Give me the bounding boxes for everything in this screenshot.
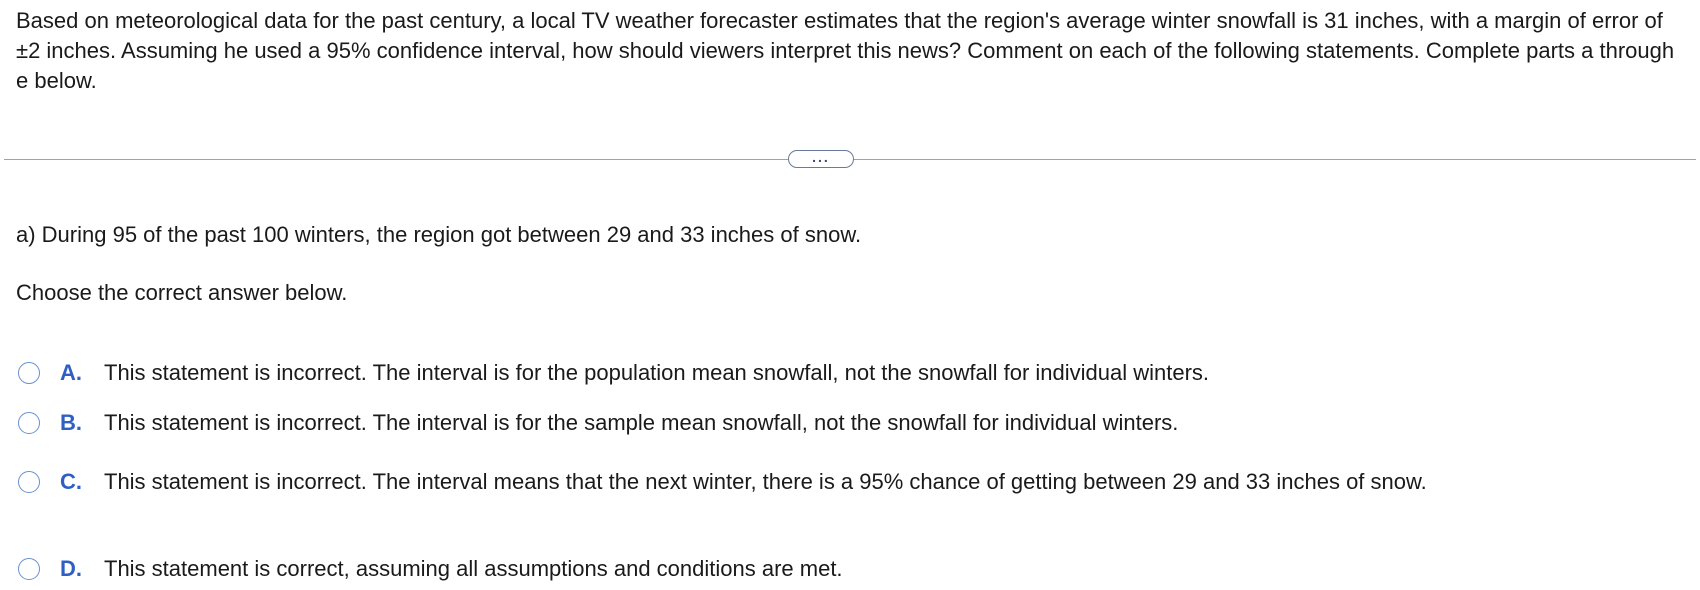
show-more-button[interactable] <box>788 150 854 168</box>
option-c-radio[interactable] <box>18 471 40 493</box>
option-b-letter: B. <box>60 410 82 435</box>
option-d-radio[interactable] <box>18 558 40 580</box>
option-d-text: This statement is correct, assuming all assumptions and conditions are met. <box>104 556 843 581</box>
option-d-letter: D. <box>60 556 82 581</box>
more-dots-label: ... <box>812 149 830 165</box>
option-a-letter: A. <box>60 360 82 385</box>
option-c-letter: C. <box>60 469 82 494</box>
option-b[interactable] <box>18 407 1678 439</box>
option-a[interactable] <box>18 357 1678 389</box>
option-c[interactable] <box>18 466 1678 498</box>
option-a-text: This statement is incorrect. The interval is for the population mean snowfall, not the snowfall for individual winters. <box>104 360 1210 385</box>
answer-instruction: Choose the correct answer below. <box>16 280 348 305</box>
option-b-radio[interactable] <box>18 412 40 434</box>
question-text: Based on meteorological data for the past century, a local TV weather forecaster estimates that the region's average winter snowfall is 31 inches, with a margin of error of ±2 inches. Assuming he used a 95% confidence interval, how should viewers interpret this news? Comment on each of the following statements. Complete parts a through e below. <box>16 8 1675 93</box>
part-a-prompt: a) During 95 of the past 100 winters, the region got between 29 and 33 inches of snow. <box>16 222 862 247</box>
option-b-text: This statement is incorrect. The interval is for the sample mean snowfall, not the snowfall for individual winters. <box>104 410 1179 435</box>
option-d[interactable] <box>18 553 1678 585</box>
option-c-text: This statement is incorrect. The interval means that the next winter, there is a 95% chance of getting between 29 and 33 inches of snow. <box>104 469 1427 494</box>
option-a-radio[interactable] <box>18 362 40 384</box>
